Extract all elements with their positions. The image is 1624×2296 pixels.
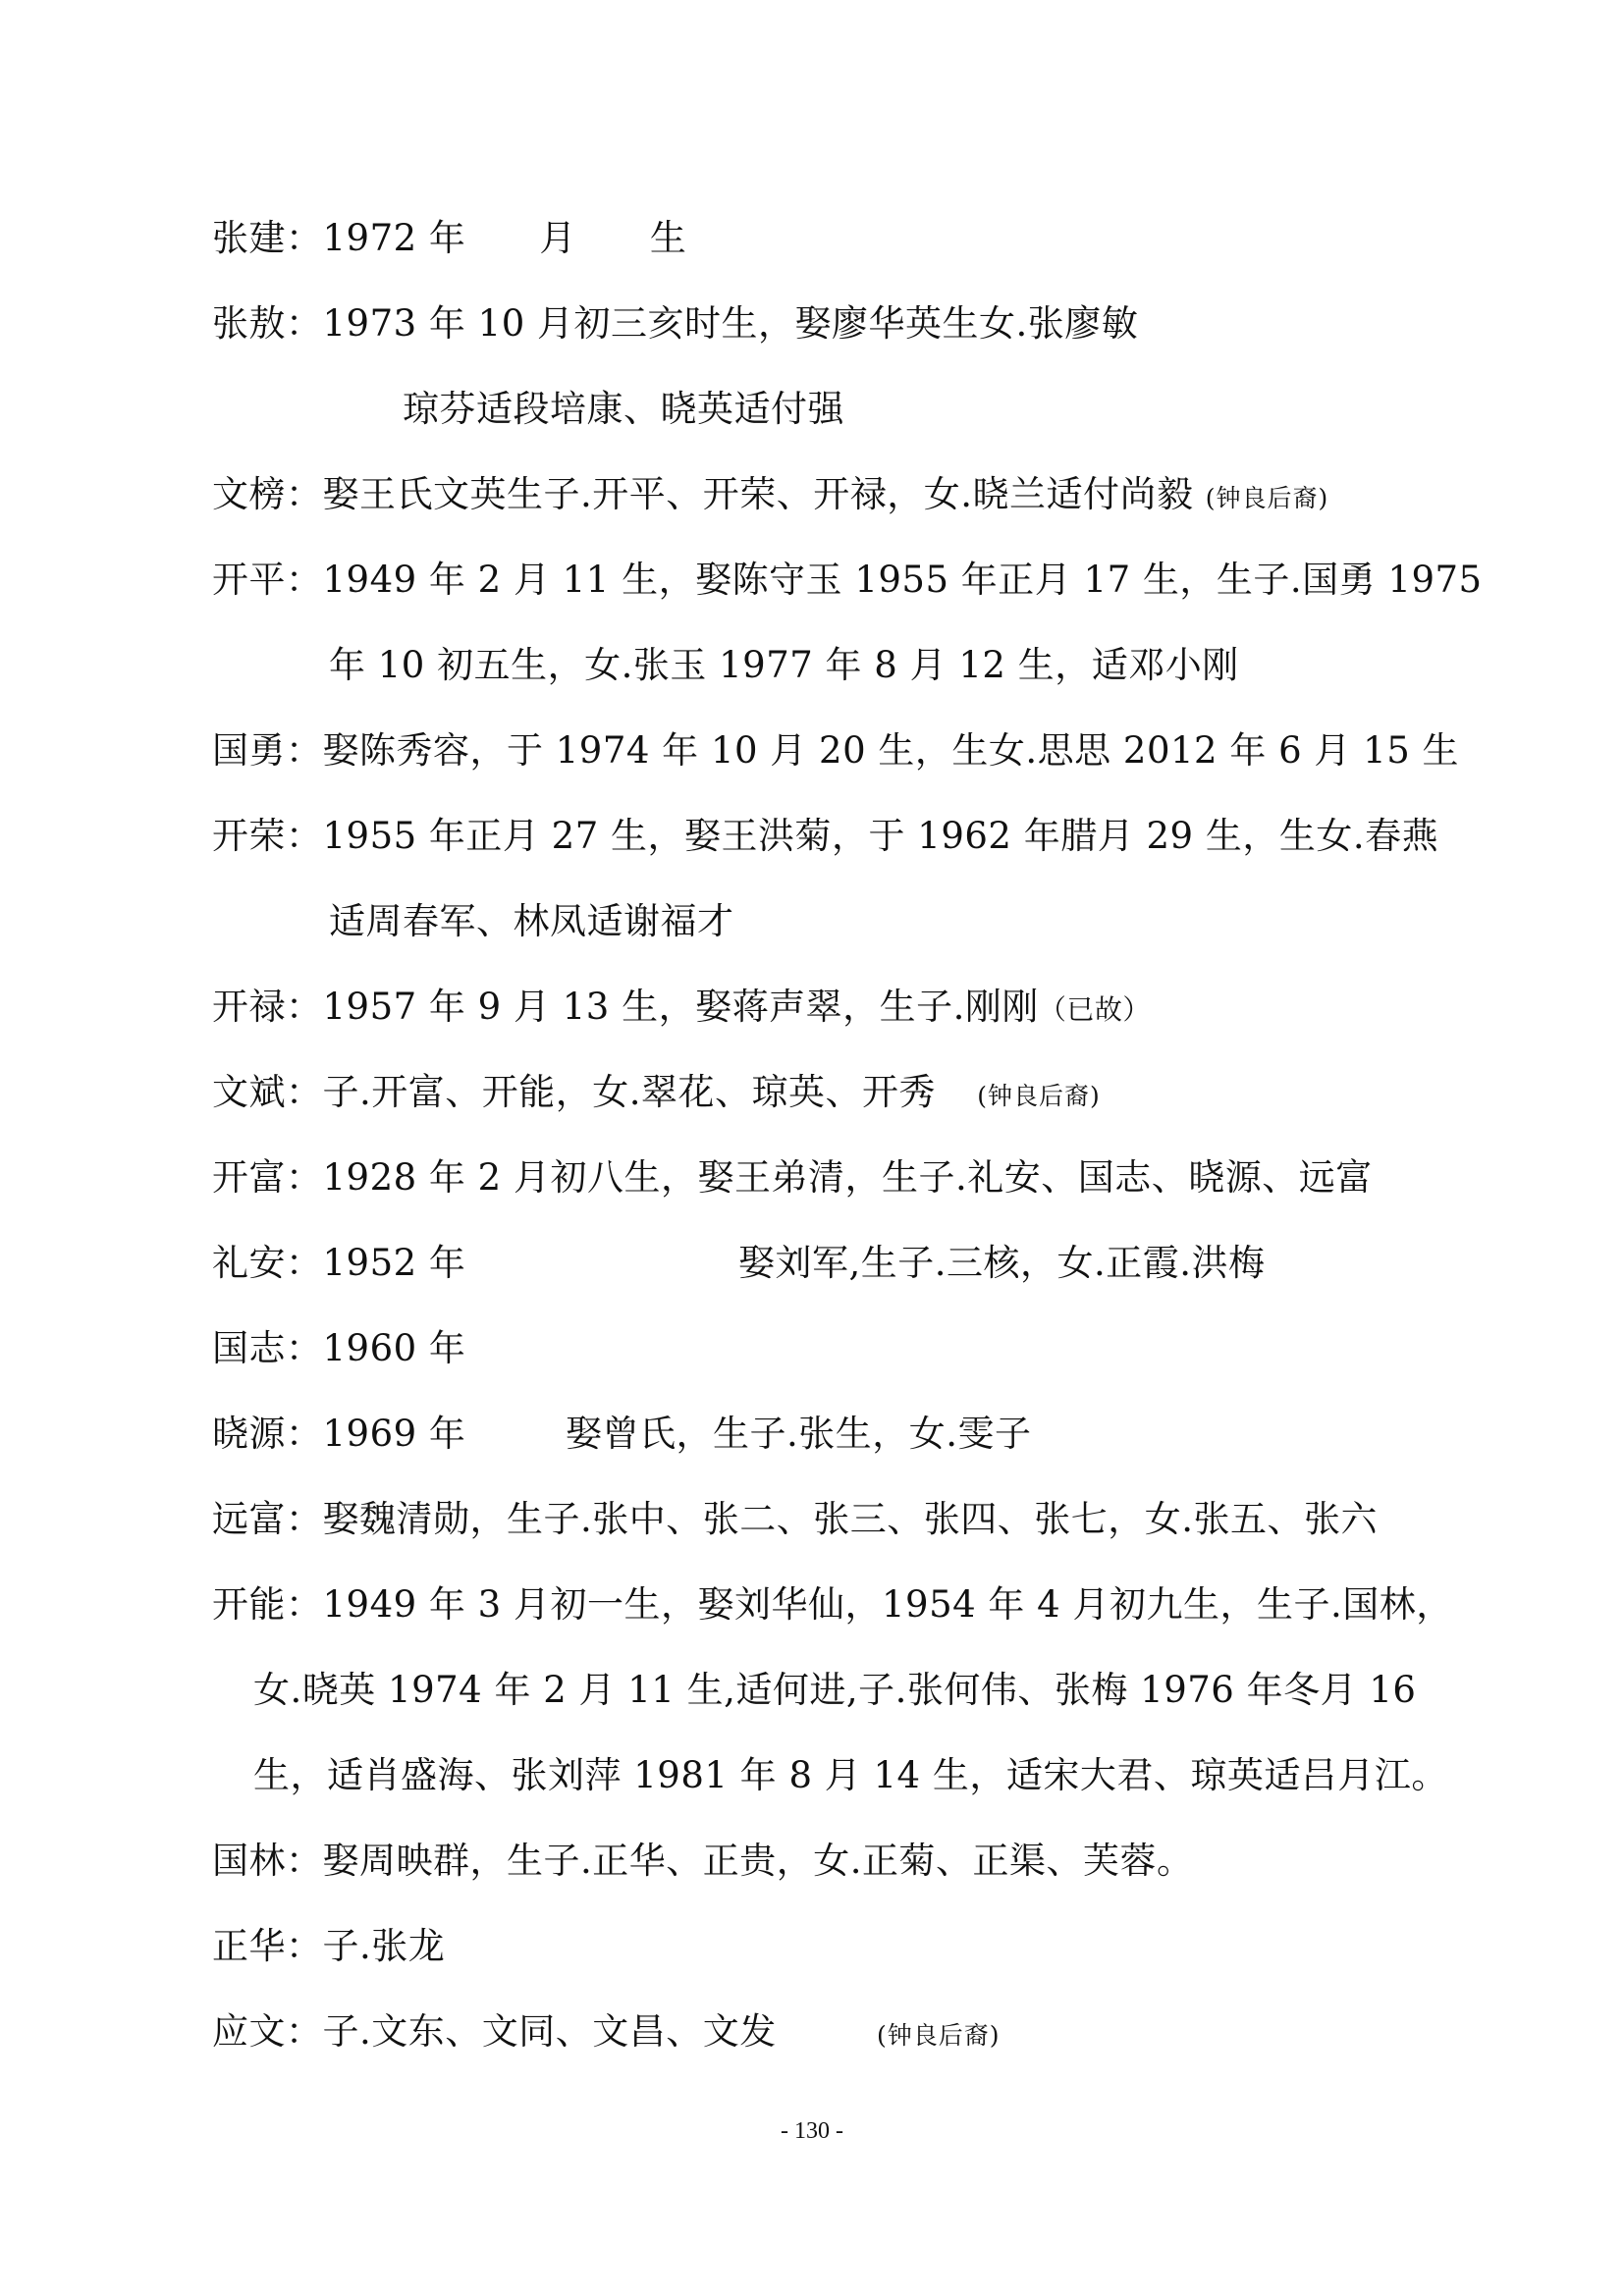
entry-kai-fu bbox=[212, 1154, 1373, 1201]
entry-continuation bbox=[253, 1752, 1448, 1799]
entry-text: 女.晓英 1974 年 2 月 11 生,适何进,子.张何伟、张梅 1976 年冬月 16 bbox=[253, 1669, 1417, 1711]
page-number: - 130 - bbox=[781, 2118, 843, 2144]
entry-name: 正华： bbox=[212, 1925, 323, 1967]
entry-name: 晓源： bbox=[212, 1413, 323, 1455]
entry-text: 1949 年 3 月初一生，娶刘华仙，1954 年 4 月初九生，生子.国林， bbox=[322, 1583, 1453, 1626]
entry-text: 子.开富、开能，女.翠花、琼英、开秀 bbox=[322, 1071, 937, 1113]
entry-wen-bang bbox=[212, 471, 1328, 522]
entry-text: 1969 年 bbox=[322, 1413, 466, 1455]
entry-name: 国志： bbox=[212, 1327, 323, 1369]
entry-continuation bbox=[403, 386, 844, 433]
entry-li-an-marriage bbox=[738, 1240, 1266, 1287]
entry-name: 应文： bbox=[212, 2010, 323, 2053]
entry-text: 1957 年 9 月 13 生，娶蒋声翠，生子.刚刚 bbox=[322, 986, 1039, 1028]
entry-text: 1973 年 10 月初三亥时生，娶廖华英生女.张廖敏 bbox=[322, 302, 1139, 345]
entry-name: 张建： bbox=[212, 217, 323, 259]
lineage-note: (钟良后裔) bbox=[1205, 484, 1329, 512]
entry-li-an bbox=[212, 1240, 465, 1287]
entry-kai-ping bbox=[212, 557, 1483, 604]
entry-zhang-ao bbox=[212, 300, 1138, 347]
entry-wen-bin bbox=[212, 1069, 1101, 1120]
entry-name: 国勇： bbox=[212, 729, 323, 772]
entry-kai-lu bbox=[212, 984, 1151, 1034]
entry-name: 开能： bbox=[212, 1583, 323, 1626]
lineage-note: (钟良后裔) bbox=[877, 2021, 1001, 2050]
entry-xiao-yuan-marriage bbox=[566, 1411, 1032, 1458]
entry-text: 适周春军、林凤适谢福才 bbox=[329, 900, 734, 942]
entry-text: 生，适肖盛海、张刘萍 1981 年 8 月 14 生，适宋大君、琼英适吕月江。 bbox=[253, 1754, 1448, 1796]
entry-xiao-yuan bbox=[212, 1411, 465, 1458]
entry-name: 开禄： bbox=[212, 986, 323, 1028]
entry-zhang-jian bbox=[212, 215, 686, 262]
entry-text: 娶魏清勋，生子.张中、张二、张三、张四、张七，女.张五、张六 bbox=[322, 1498, 1379, 1540]
entry-kai-rong bbox=[212, 813, 1438, 860]
entry-text: 娶刘军,生子.三核，女.正霞.洪梅 bbox=[738, 1242, 1266, 1284]
entry-name: 国林： bbox=[212, 1840, 323, 1882]
entry-name: 礼安： bbox=[212, 1242, 323, 1284]
entry-text: 娶曾氏，生子.张生，女.雯子 bbox=[566, 1413, 1032, 1455]
entry-continuation bbox=[329, 898, 734, 945]
entry-name: 开荣： bbox=[212, 815, 323, 857]
entry-continuation bbox=[253, 1667, 1416, 1714]
entry-text: 娶王氏文英生子.开平、开荣、开禄，女.晓兰适付尚毅 bbox=[322, 473, 1194, 515]
entry-text: 琼芬适段培康、晓英适付强 bbox=[403, 388, 844, 430]
entry-kai-neng bbox=[212, 1581, 1453, 1629]
entry-guo-yong bbox=[212, 727, 1459, 774]
entry-name: 开平： bbox=[212, 559, 323, 601]
entry-text: 娶周映群，生子.正华、正贵，女.正菊、正渠、芙蓉。 bbox=[322, 1840, 1194, 1882]
entry-name: 文榜： bbox=[212, 473, 323, 515]
entry-continuation bbox=[329, 642, 1239, 689]
entry-ying-wen bbox=[212, 2008, 1001, 2059]
entry-text: 娶陈秀容，于 1974 年 10 月 20 生，生女.思思 2012 年 6 月 15 生 bbox=[322, 729, 1460, 772]
entry-text: 1960 年 bbox=[322, 1327, 466, 1369]
entry-name: 开富： bbox=[212, 1156, 323, 1199]
entry-zheng-hua bbox=[212, 1923, 445, 1970]
entry-text: 1949 年 2 月 11 生，娶陈守玉 1955 年正月 17 生，生子.国勇 1975 bbox=[322, 559, 1483, 601]
entry-text: 年 10 初五生，女.张玉 1977 年 8 月 12 生，适邓小刚 bbox=[329, 644, 1239, 686]
entry-yuan-fu bbox=[212, 1496, 1378, 1543]
entry-name: 文斌： bbox=[212, 1071, 323, 1113]
entry-guo-zhi bbox=[212, 1325, 465, 1372]
entry-guo-lin bbox=[212, 1838, 1194, 1885]
entry-text: 1952 年 bbox=[322, 1242, 466, 1284]
entry-text: 子.张龙 bbox=[322, 1925, 446, 1967]
entry-name: 远富： bbox=[212, 1498, 323, 1540]
entry-text: 1928 年 2 月初八生，娶王弟清，生子.礼安、国志、晓源、远富 bbox=[322, 1156, 1373, 1199]
lineage-note: (钟良后裔) bbox=[977, 1082, 1101, 1110]
deceased-note: （已故） bbox=[1038, 993, 1151, 1026]
entry-text: 1955 年正月 27 生，娶王洪菊，于 1962 年腊月 29 生，生女.春燕 bbox=[322, 815, 1439, 857]
entry-text: 1972 年 月 生 bbox=[322, 217, 687, 259]
entry-text: 子.文东、文同、文昌、文发 bbox=[322, 2010, 777, 2053]
entry-name: 张敖： bbox=[212, 302, 323, 345]
